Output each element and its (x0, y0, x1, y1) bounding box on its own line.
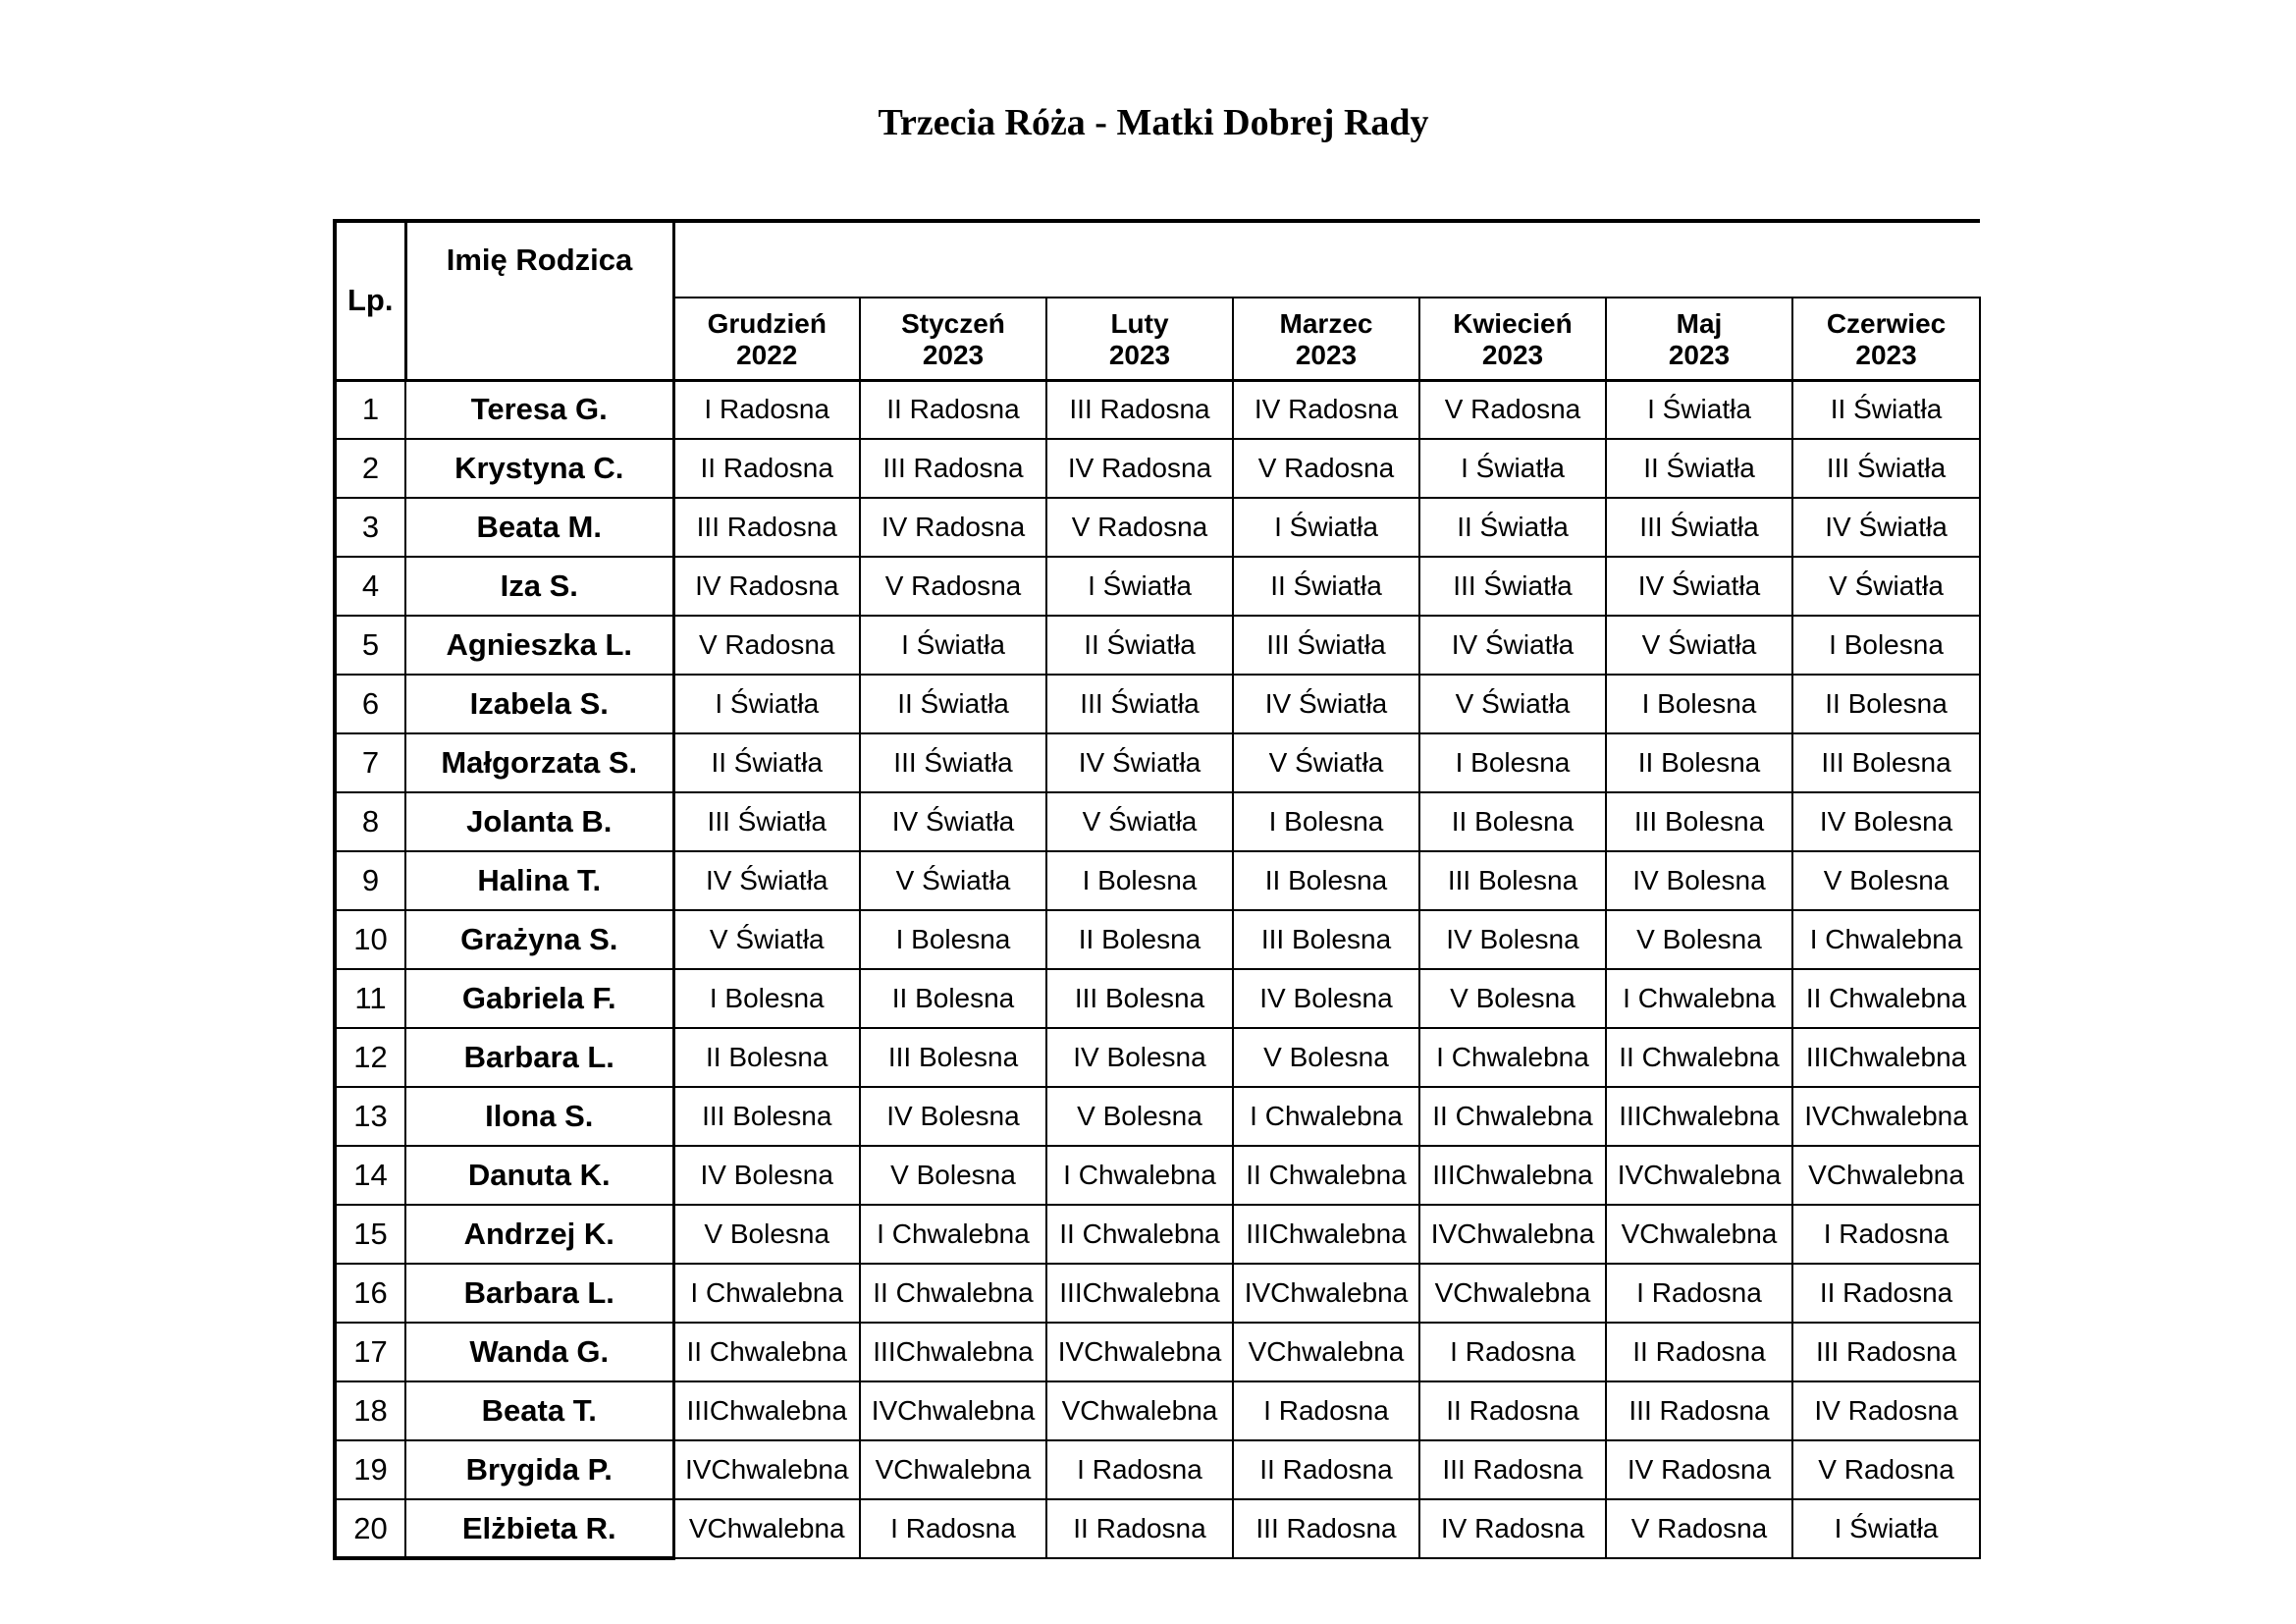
mystery-cell: II Bolesna (1046, 910, 1233, 969)
mystery-cell: II Radosna (860, 380, 1046, 439)
mystery-cell: II Radosna (1792, 1264, 1980, 1323)
mystery-cell: II Radosna (1233, 1440, 1419, 1499)
parent-name: Brygida P. (405, 1440, 673, 1499)
mystery-cell: III Radosna (1046, 380, 1233, 439)
mystery-cell: I Chwalebna (1606, 969, 1792, 1028)
mystery-cell: V Bolesna (1233, 1028, 1419, 1087)
mystery-cell: II Bolesna (1233, 851, 1419, 910)
mystery-cell: III Radosna (1419, 1440, 1606, 1499)
month-name: Czerwiec (1826, 307, 1947, 339)
mystery-cell: II Bolesna (1419, 792, 1606, 851)
parent-name: Teresa G. (405, 380, 673, 439)
table-row (335, 1087, 1980, 1146)
mystery-cell: III Światła (1233, 616, 1419, 675)
mystery-cell: IV Bolesna (1792, 792, 1980, 851)
row-number: 17 (335, 1323, 405, 1381)
mystery-cell: II Bolesna (860, 969, 1046, 1028)
mystery-cell: I Bolesna (1233, 792, 1419, 851)
row-number: 9 (335, 851, 405, 910)
mystery-cell: IV Radosna (1046, 439, 1233, 498)
mystery-cell: IIIChwalebna (1606, 1087, 1792, 1146)
mystery-cell: IV Radosna (1233, 380, 1419, 439)
mystery-cell: III Światła (860, 733, 1046, 792)
mystery-cell: II Bolesna (1792, 675, 1980, 733)
mystery-cell: IIIChwalebna (1046, 1264, 1233, 1323)
mystery-cell: II Chwalebna (1233, 1146, 1419, 1205)
mystery-cell: I Światła (1233, 498, 1419, 557)
month-year: 2022 (736, 339, 798, 370)
mystery-cell: III Radosna (860, 439, 1046, 498)
table-row (335, 1205, 1980, 1264)
parent-name: Wanda G. (405, 1323, 673, 1381)
mystery-cell: IVChwalebna (1233, 1264, 1419, 1323)
month-name: Grudzień (707, 307, 827, 339)
mystery-cell: II Światła (1233, 557, 1419, 616)
month-year: 2023 (922, 339, 985, 370)
mystery-cell: III Radosna (1792, 1323, 1980, 1381)
mystery-cell: IIIChwalebna (1792, 1028, 1980, 1087)
mystery-cell: I Bolesna (1606, 675, 1792, 733)
mystery-cell: I Chwalebna (1419, 1028, 1606, 1087)
row-number: 16 (335, 1264, 405, 1323)
mystery-cell: I Bolesna (860, 910, 1046, 969)
parent-name: Halina T. (405, 851, 673, 910)
parent-name: Małgorzata S. (405, 733, 673, 792)
mystery-cell: V Radosna (1046, 498, 1233, 557)
months-group-header (673, 221, 1980, 298)
mystery-cell: V Radosna (673, 616, 860, 675)
page-title: Trzecia Róża - Matki Dobrej Rady (878, 102, 1429, 143)
mystery-cell: IV Bolesna (1419, 910, 1606, 969)
mystery-cell: I Bolesna (673, 969, 860, 1028)
table-row (335, 1264, 1980, 1323)
mystery-cell: I Bolesna (1046, 851, 1233, 910)
row-number: 1 (335, 380, 405, 439)
mystery-cell: VChwalebna (860, 1440, 1046, 1499)
mystery-cell: II Światła (1792, 380, 1980, 439)
mystery-cell: I Światła (1792, 1499, 1980, 1558)
mystery-cell: IV Radosna (1606, 1440, 1792, 1499)
mystery-cell: V Światła (1046, 792, 1233, 851)
month-header (1233, 298, 1419, 380)
mystery-cell: IIIChwalebna (1419, 1146, 1606, 1205)
mystery-cell: V Bolesna (1606, 910, 1792, 969)
mystery-cell: IVChwalebna (1419, 1205, 1606, 1264)
mystery-cell: IV Światła (673, 851, 860, 910)
mystery-cell: II Chwalebna (1419, 1087, 1606, 1146)
mystery-cell: V Radosna (1233, 439, 1419, 498)
mystery-cell: II Chwalebna (860, 1264, 1046, 1323)
name-column-header: Imię Rodzica (405, 221, 673, 380)
header-row (335, 221, 1980, 298)
mystery-cell: I Radosna (1233, 1381, 1419, 1440)
mystery-cell: II Chwalebna (1606, 1028, 1792, 1087)
row-number: 7 (335, 733, 405, 792)
mystery-cell: II Radosna (673, 439, 860, 498)
mystery-cell: I Chwalebna (1792, 910, 1980, 969)
row-number: 13 (335, 1087, 405, 1146)
mystery-cell: V Bolesna (1792, 851, 1980, 910)
parent-name: Barbara L. (405, 1264, 673, 1323)
mystery-cell: II Światła (1046, 616, 1233, 675)
mystery-cell: III Światła (673, 792, 860, 851)
mystery-cell: IV Światła (1046, 733, 1233, 792)
mystery-cell: VChwalebna (1233, 1323, 1419, 1381)
mystery-cell: IV Radosna (1792, 1381, 1980, 1440)
month-year: 2023 (1481, 339, 1544, 370)
lp-column-header: Lp. (335, 221, 405, 380)
mystery-cell: II Światła (860, 675, 1046, 733)
month-year: 2023 (1855, 339, 1917, 370)
parent-name: Agnieszka L. (405, 616, 673, 675)
mystery-cell: III Światła (1792, 439, 1980, 498)
mystery-cell: III Światła (1606, 498, 1792, 557)
row-number: 3 (335, 498, 405, 557)
parent-name: Beata T. (405, 1381, 673, 1440)
mystery-cell: IV Światła (1233, 675, 1419, 733)
mystery-cell: IV Bolesna (1046, 1028, 1233, 1087)
mystery-cell: I Radosna (1792, 1205, 1980, 1264)
mystery-cell: V Radosna (1792, 1440, 1980, 1499)
mystery-cell: I Radosna (673, 380, 860, 439)
mystery-cell: II Radosna (1606, 1323, 1792, 1381)
mystery-cell: VChwalebna (1792, 1146, 1980, 1205)
mystery-cell: III Bolesna (1792, 733, 1980, 792)
parent-name: Gabriela F. (405, 969, 673, 1028)
parent-name: Barbara L. (405, 1028, 673, 1087)
table-row (335, 969, 1980, 1028)
mystery-cell: III Bolesna (1419, 851, 1606, 910)
row-number: 19 (335, 1440, 405, 1499)
row-number: 14 (335, 1146, 405, 1205)
table-row (335, 851, 1980, 910)
mystery-cell: IV Radosna (860, 498, 1046, 557)
mystery-cell: IIIChwalebna (673, 1381, 860, 1440)
mystery-cell: III Radosna (673, 498, 860, 557)
mystery-cell: V Bolesna (1419, 969, 1606, 1028)
parent-name: Andrzej K. (405, 1205, 673, 1264)
mystery-cell: IV Bolesna (673, 1146, 860, 1205)
mystery-cell: III Radosna (1606, 1381, 1792, 1440)
mystery-cell: IV Radosna (1419, 1499, 1606, 1558)
mystery-cell: I Chwalebna (673, 1264, 860, 1323)
mystery-cell: V Światła (673, 910, 860, 969)
mystery-cell: VChwalebna (1046, 1381, 1233, 1440)
row-number: 6 (335, 675, 405, 733)
table-row (335, 910, 1980, 969)
mystery-cell: V Światła (1233, 733, 1419, 792)
month-year: 2023 (1108, 339, 1171, 370)
mystery-cell: IV Światła (1606, 557, 1792, 616)
mystery-cell: VChwalebna (673, 1499, 860, 1558)
month-header (1606, 298, 1792, 380)
mystery-cell: I Radosna (1606, 1264, 1792, 1323)
table-row (335, 1323, 1980, 1381)
mystery-cell: V Radosna (1606, 1499, 1792, 1558)
parent-name: Jolanta B. (405, 792, 673, 851)
mystery-cell: V Radosna (860, 557, 1046, 616)
row-number: 5 (335, 616, 405, 675)
mystery-cell: VChwalebna (1606, 1205, 1792, 1264)
mystery-cell: IV Bolesna (1606, 851, 1792, 910)
month-name: Luty (1110, 307, 1169, 339)
month-header (1419, 298, 1606, 380)
mystery-cell: III Radosna (1233, 1499, 1419, 1558)
table-row (335, 1440, 1980, 1499)
parent-name: Ilona S. (405, 1087, 673, 1146)
mystery-cell: V Światła (1792, 557, 1980, 616)
mystery-cell: I Chwalebna (1046, 1146, 1233, 1205)
parent-name: Iza S. (405, 557, 673, 616)
mystery-cell: I Chwalebna (860, 1205, 1046, 1264)
mystery-cell: II Chwalebna (1046, 1205, 1233, 1264)
month-name: Marzec (1279, 307, 1373, 339)
mystery-cell: IVChwalebna (1792, 1087, 1980, 1146)
row-number: 12 (335, 1028, 405, 1087)
mystery-cell: I Światła (1046, 557, 1233, 616)
mystery-cell: IVChwalebna (860, 1381, 1046, 1440)
table-row (335, 439, 1980, 498)
mystery-cell: I Światła (860, 616, 1046, 675)
month-year: 2023 (1295, 339, 1358, 370)
row-number: 2 (335, 439, 405, 498)
mystery-cell: III Światła (1046, 675, 1233, 733)
table-row (335, 1028, 1980, 1087)
mystery-cell: I Radosna (860, 1499, 1046, 1558)
parent-name: Elżbieta R. (405, 1499, 673, 1558)
table-row (335, 1499, 1980, 1558)
mystery-cell: V Bolesna (673, 1205, 860, 1264)
mystery-cell: V Bolesna (1046, 1087, 1233, 1146)
mystery-cell: IV Radosna (673, 557, 860, 616)
mystery-cell: VChwalebna (1419, 1264, 1606, 1323)
mystery-cell: I Radosna (1046, 1440, 1233, 1499)
mystery-cell: IV Bolesna (860, 1087, 1046, 1146)
row-number: 18 (335, 1381, 405, 1440)
row-number: 8 (335, 792, 405, 851)
parent-name: Danuta K. (405, 1146, 673, 1205)
parent-name: Izabela S. (405, 675, 673, 733)
mystery-cell: III Bolesna (1233, 910, 1419, 969)
table-row (335, 1146, 1980, 1205)
mystery-cell: IIIChwalebna (1233, 1205, 1419, 1264)
mystery-cell: I Światła (1419, 439, 1606, 498)
mystery-cell: V Światła (1606, 616, 1792, 675)
mystery-cell: I Radosna (1419, 1323, 1606, 1381)
month-name: Kwiecień (1453, 307, 1573, 339)
mystery-cell: III Światła (1419, 557, 1606, 616)
month-header (1046, 298, 1233, 380)
month-name: Styczeń (901, 307, 1005, 339)
mystery-cell: IVChwalebna (673, 1440, 860, 1499)
table-row (335, 557, 1980, 616)
mystery-cell: IVChwalebna (1046, 1323, 1233, 1381)
table-row (335, 675, 1980, 733)
mystery-cell: II Radosna (1046, 1499, 1233, 1558)
mystery-cell: III Bolesna (673, 1087, 860, 1146)
table-row (335, 498, 1980, 557)
mystery-cell: V Radosna (1419, 380, 1606, 439)
mystery-cell: I Bolesna (1792, 616, 1980, 675)
table-row (335, 616, 1980, 675)
mystery-cell: II Światła (1606, 439, 1792, 498)
mystery-cell: IVChwalebna (1606, 1146, 1792, 1205)
month-header (860, 298, 1046, 380)
row-number: 10 (335, 910, 405, 969)
mystery-cell: I Chwalebna (1233, 1087, 1419, 1146)
row-number: 4 (335, 557, 405, 616)
mystery-cell: IV Światła (860, 792, 1046, 851)
parent-name: Grażyna S. (405, 910, 673, 969)
month-name: Maj (1676, 307, 1723, 339)
mystery-cell: II Chwalebna (673, 1323, 860, 1381)
mystery-cell: II Radosna (1419, 1381, 1606, 1440)
row-number: 11 (335, 969, 405, 1028)
month-header (673, 298, 860, 380)
mystery-cell: IV Światła (1792, 498, 1980, 557)
mystery-cell: III Bolesna (1606, 792, 1792, 851)
mystery-cell: I Bolesna (1419, 733, 1606, 792)
table-row (335, 792, 1980, 851)
mystery-cell: V Bolesna (860, 1146, 1046, 1205)
row-number: 15 (335, 1205, 405, 1264)
table-row (335, 733, 1980, 792)
table-row (335, 380, 1980, 439)
mystery-cell: IIIChwalebna (860, 1323, 1046, 1381)
mystery-cell: II Światła (673, 733, 860, 792)
mystery-cell: II Bolesna (1606, 733, 1792, 792)
parent-name: Krystyna C. (405, 439, 673, 498)
mystery-cell: III Bolesna (1046, 969, 1233, 1028)
parent-name: Beata M. (405, 498, 673, 557)
mystery-cell: II Chwalebna (1792, 969, 1980, 1028)
mystery-cell: IV Bolesna (1233, 969, 1419, 1028)
row-number: 20 (335, 1499, 405, 1558)
mystery-cell: I Światła (673, 675, 860, 733)
mystery-cell: I Światła (1606, 380, 1792, 439)
mystery-cell: III Bolesna (860, 1028, 1046, 1087)
mystery-cell: II Bolesna (673, 1028, 860, 1087)
mystery-cell: V Światła (1419, 675, 1606, 733)
month-year: 2023 (1668, 339, 1731, 370)
rosary-schedule-table (333, 219, 1981, 1560)
mystery-cell: V Światła (860, 851, 1046, 910)
mystery-cell: IV Światła (1419, 616, 1606, 675)
table-row (335, 1381, 1980, 1440)
month-header (1792, 298, 1980, 380)
mystery-cell: II Światła (1419, 498, 1606, 557)
